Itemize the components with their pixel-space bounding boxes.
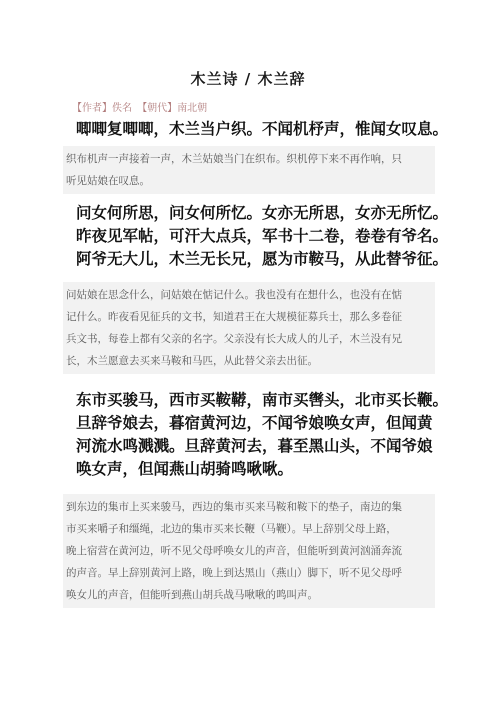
translation-line: 唤女儿的声音，但能听到燕山胡兵战马啾啾的鸣叫声。: [66, 589, 318, 601]
poem-line: 问女何所思，问女何所忆。女亦无所思，女亦无所忆。: [76, 203, 449, 222]
poem-line: 阿爷无大儿，木兰无长兄，愿为市鞍马，从此替爷征。: [76, 249, 449, 268]
poem-line: 旦辞爷娘去，暮宿黄河边，不闻爷娘唤女声，但闻黄: [76, 413, 433, 432]
translation-line: 织布机声一声接着一声，木兰姑娘当门在织布。织机停下来不再作响，只: [66, 153, 402, 165]
poem-line: 昨夜见军帖，可汗大点兵，军书十二卷，卷卷有爷名。: [76, 226, 449, 245]
translation-line: 的声音。早上辞别黄河上路，晚上到达黑山（燕山）脚下，听不见父母呼: [66, 567, 402, 579]
translation-line: 晚上宿营在黄河边，听不见父母呼唤女儿的声音，但能听到黄河汹涌奔流: [66, 545, 402, 557]
translation-line: 兵文书，每卷上都有父亲的名字。父亲没有长大成人的儿子，木兰没有兄: [66, 333, 402, 345]
translation-block-3: [63, 494, 435, 608]
poem-line: 唤女声，但闻燕山胡骑鸣啾啾。: [76, 459, 294, 478]
poem-line: 唧唧复唧唧，木兰当户织。不闻机杼声，惟闻女叹息。: [76, 119, 449, 138]
author-name: 佚名: [112, 103, 132, 114]
translation-line: 问姑娘在思念什么，问姑娘在惦记什么。我也没有在想什么，也没有在惦: [66, 289, 402, 301]
dynasty-name: 南北朝: [177, 103, 208, 114]
translation-line: 听见姑娘在叹息。: [66, 175, 150, 187]
translation-line: 长，木兰愿意去买来马鞍和马匹，从此替父亲去出征。: [66, 355, 318, 367]
translation-block-2: [63, 282, 435, 374]
poem-stanza-3: [76, 388, 449, 480]
translation-line: 记什么。昨夜看见征兵的文书，知道君王在大规模征募兵士，那么多卷征: [66, 311, 402, 323]
translation-line: 到东边的集市上买来骏马，西边的集市买来马鞍和鞍下的垫子，南边的集: [66, 501, 402, 513]
page-title: 木兰诗 / 木兰辞: [190, 70, 306, 88]
translation-block-1: [63, 146, 435, 194]
poem-stanza-1: [76, 117, 449, 140]
author-tag: 【作者】: [72, 103, 112, 114]
dynasty-tag: 【朝代】: [137, 103, 178, 114]
poem-line: 河流水鸣溅溅。旦辞黄河去，暮至黑山头，不闻爷娘: [76, 436, 433, 455]
poem-line: 东市买骏马，西市买鞍鞯，南市买辔头，北市买长鞭。: [76, 390, 449, 409]
translation-line: 市买来嚼子和缰绳，北边的集市买来长鞭（马鞭）。早上辞别父母上路，: [66, 523, 397, 535]
poem-stanza-2: [76, 201, 449, 270]
poem-meta: [72, 99, 207, 114]
